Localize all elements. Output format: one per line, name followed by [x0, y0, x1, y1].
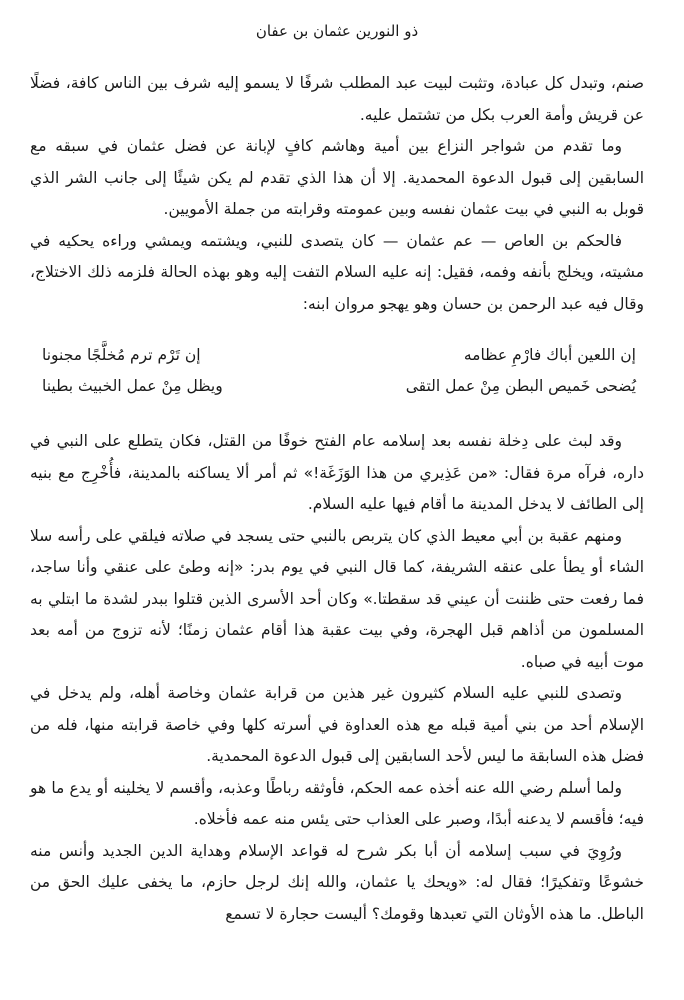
- poem-verse: [30, 340, 644, 371]
- poem-hemistich-left: ويظل مِنْ عمل الخبيث بطينا: [42, 377, 223, 395]
- paragraph: ورُوِيَ في سبب إسلامه أن أبا بكر شرح له قواعد الإسلام وهداية الدين الجديد وأنس منه خشوعًا وتفكيرًا؛ فقال له: «ويحك يا عثمان، والله إنك لرجل حازم، ما يخفى عليك الحق من الباطل. ما هذه الأوثان التي تعبدها وقومك؟ أليست حجارة لا تسمع: [30, 841, 644, 923]
- running-header: ذو النورين عثمان بن عفان: [255, 22, 419, 40]
- poem-verse: [30, 371, 644, 402]
- body-text: [30, 68, 644, 930]
- paragraph: صنم، وتبدل كل عبادة، وتثبت لبيت عبد المطلب شرفًا لا يسمو إليه شرف بين الناس كافة، فضلًا عن قريش وأمة العرب بكل من تشتمل عليه.: [30, 74, 644, 124]
- paragraph: فالحكم بن العاص — عم عثمان — كان يتصدى للنبي، ويشتمه ويمشي وراءه يحكيه في مشيته، ويخلج بأنفه وفمه، فقيل: إنه عليه السلام التفت إليه وهو بهذه الحالة فلزمه ذلك الاختلاج، وقال فيه عبد الرحمن بن حسان وهو يهجو مروان ابنه:: [30, 231, 644, 313]
- poem-hemistich-right: إن اللعين أباك فارْمِ عظامه: [463, 346, 636, 364]
- paragraph: وتصدى للنبي عليه السلام كثيرون غير هذين من قرابة عثمان وخاصة أهله، ولم يدخل في الإسلام أحد من بني أمية قبله مع هذه العداوة في أسرته كلها وفي خاصة قرابته منها، فله من فضل هذه السابقة ما ليس لأحد السابقين إلى قبول الدعوة المحمدية.: [30, 684, 644, 765]
- poem-hemistich-right: يُضحى خَميص البطن مِنْ عمل التقى: [405, 377, 636, 395]
- paragraph: وما تقدم من شواجر النزاع بين أمية وهاشم كافٍ لإبانة عن فضل عثمان في سبقه مع السابقين إلى قبول الدعوة المحمدية. إلا أن هذا الذي تقدم لم يكن شيئًا إلى جانب الشر الذي قوبل به النبي في بيت عثمان نفسه وبين عمومته وقرابته من جملة الأمويين.: [30, 137, 644, 218]
- paragraph: وقد لبث على دِخلة نفسه بعد إسلامه عام الفتح خوفًا من القتل، فكان يتطلع على النبي في داره، فرآه مرة فقال: «من عَذِيري من هذا الوَزَغَة!» ثم أمر ألا يساكنه بالمدينة، فأُخْرِج مع بنيه إلى الطائف لا يدخل المدينة ما أقام فيها عليه السلام.: [30, 432, 644, 513]
- paragraph: ومنهم عقبة بن أبي معيط الذي كان يتربص بالنبي حتى يسجد في صلاته فيلقي على رأسه سلا الشاء أو يطأ على عنقه الشريفة، كما قال النبي في يوم بدر: «إنه وطئ على عنقي وأنا ساجد، فما رفعت حتى ظننت أن عيني قد سقطتا.» وكان أحد الأسرى الذين قتلوا ببدر لشدة ما ابتلي به المسلمون من أذاهم قبل الهجرة، وفي بيت عقبة هذا أقام عثمان زمنًا؛ لأنه تزوج من أمه بعد موت أبيه في صباه.: [30, 526, 644, 671]
- paragraph: ولما أسلم رضي الله عنه أخذه عمه الحكم، فأوثقه رباطًا وعذبه، وأقسم لا يخلينه أو يدع ما هو فيه؛ فأقسم لا يدعنه أبدًا، وصبر على العذاب حتى يئس منه عمه فأخلاه.: [30, 778, 644, 828]
- poem-hemistich-left: إن تَرْم ترم مُخلَّجًا مجنونا: [42, 346, 201, 364]
- poem: [30, 340, 644, 402]
